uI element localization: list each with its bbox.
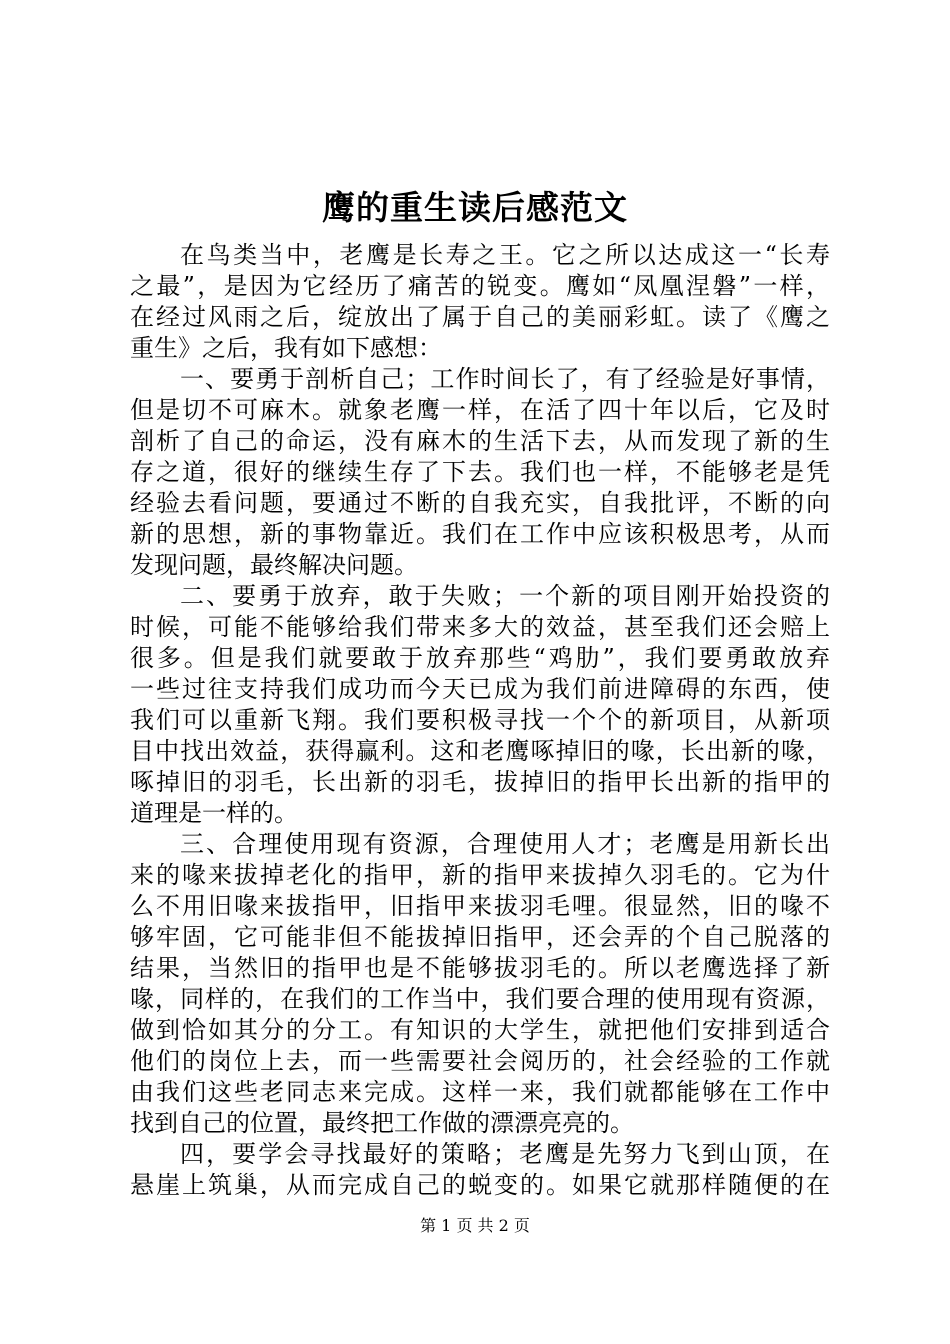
document-body [130, 240, 830, 1201]
body-line: 重生》之后，我有如下感想： [130, 334, 442, 362]
body-line: 找到自己的位置，最终把工作做的漂漂亮亮的。 [130, 1109, 634, 1137]
body-line: 道理是一样的。 [130, 799, 298, 827]
document-title: 鹰的重生读后感范文 [322, 188, 628, 227]
body-line: 做到恰如其分的分工。有知识的大学生，就把他们安排到适合 [130, 1016, 830, 1044]
body-line: 在鸟类当中，老鹰是长寿之王。它之所以达成这一“长寿 [180, 241, 830, 269]
body-line: 来的喙来拔掉老化的指甲，新的指甲来拔掉久羽毛的。它为什 [130, 861, 830, 889]
body-line: 由我们这些老同志来完成。这样一来，我们就都能够在工作中 [130, 1078, 830, 1106]
body-line: 悬崖上筑巢，从而完成自己的蜕变的。如果它就那样随便的在 [130, 1171, 830, 1199]
body-line: 目中找出效益，获得赢利。这和老鹰啄掉旧的喙，长出新的喙， [130, 737, 830, 765]
body-line: 一些过往支持我们成功而今天已成为我们前进障碍的东西，使 [130, 675, 830, 703]
body-line: 一、要勇于剖析自己；工作时间长了，有了经验是好事情， [180, 365, 830, 393]
body-line: 在经过风雨之后，绽放出了属于自己的美丽彩虹。读了《鹰之 [130, 303, 830, 331]
body-line: 够牢固，它可能非但不能拔掉旧指甲，还会弄的个自己脱落的 [130, 923, 830, 951]
body-line: 发现问题，最终解决问题。 [130, 551, 418, 579]
body-line: 喙，同样的，在我们的工作当中，我们要合理的使用现有资源， [130, 985, 830, 1013]
body-line: 时候，可能不能够给我们带来多大的效益，甚至我们还会赔上 [130, 613, 830, 641]
body-line: 啄掉旧的羽毛，长出新的羽毛，拔掉旧的指甲长出新的指甲的 [130, 768, 830, 796]
page-footer: 第 1 页 共 2 页 [420, 1216, 530, 1235]
body-line: 三、合理使用现有资源，合理使用人才；老鹰是用新长出 [180, 830, 830, 858]
body-line: 存之道，很好的继续生存了下去。我们也一样，不能够老是凭 [130, 458, 830, 486]
body-line: 很多。但是我们就要敢于放弃那些“鸡肋”，我们要勇敢放弃 [130, 644, 830, 672]
body-line: 四，要学会寻找最好的策略；老鹰是先努力飞到山顶，在 [180, 1140, 830, 1168]
body-line: 么不用旧喙来拔指甲，旧指甲来拔羽毛哩。很显然，旧的喙不 [130, 892, 830, 920]
body-line: 之最”，是因为它经历了痛苦的锐变。鹰如“凤凰涅磐”一样， [130, 272, 830, 300]
body-line: 新的思想，新的事物靠近。我们在工作中应该积极思考，从而 [130, 520, 830, 548]
body-line: 但是切不可麻木。就象老鹰一样，在活了四十年以后，它及时 [130, 396, 830, 424]
body-line: 经验去看问题，要通过不断的自我充实，自我批评，不断的向 [130, 489, 830, 517]
body-line: 他们的岗位上去，而一些需要社会阅历的，社会经验的工作就 [130, 1047, 830, 1075]
body-line: 剖析了自己的命运，没有麻木的生活下去，从而发现了新的生 [130, 427, 830, 455]
body-line: 结果，当然旧的指甲也是不能够拔羽毛的。所以老鹰选择了新 [130, 954, 830, 982]
body-line: 我们可以重新飞翔。我们要积极寻找一个个的新项目，从新项 [130, 706, 830, 734]
body-line: 二、要勇于放弃，敢于失败；一个新的项目刚开始投资的 [180, 582, 830, 610]
